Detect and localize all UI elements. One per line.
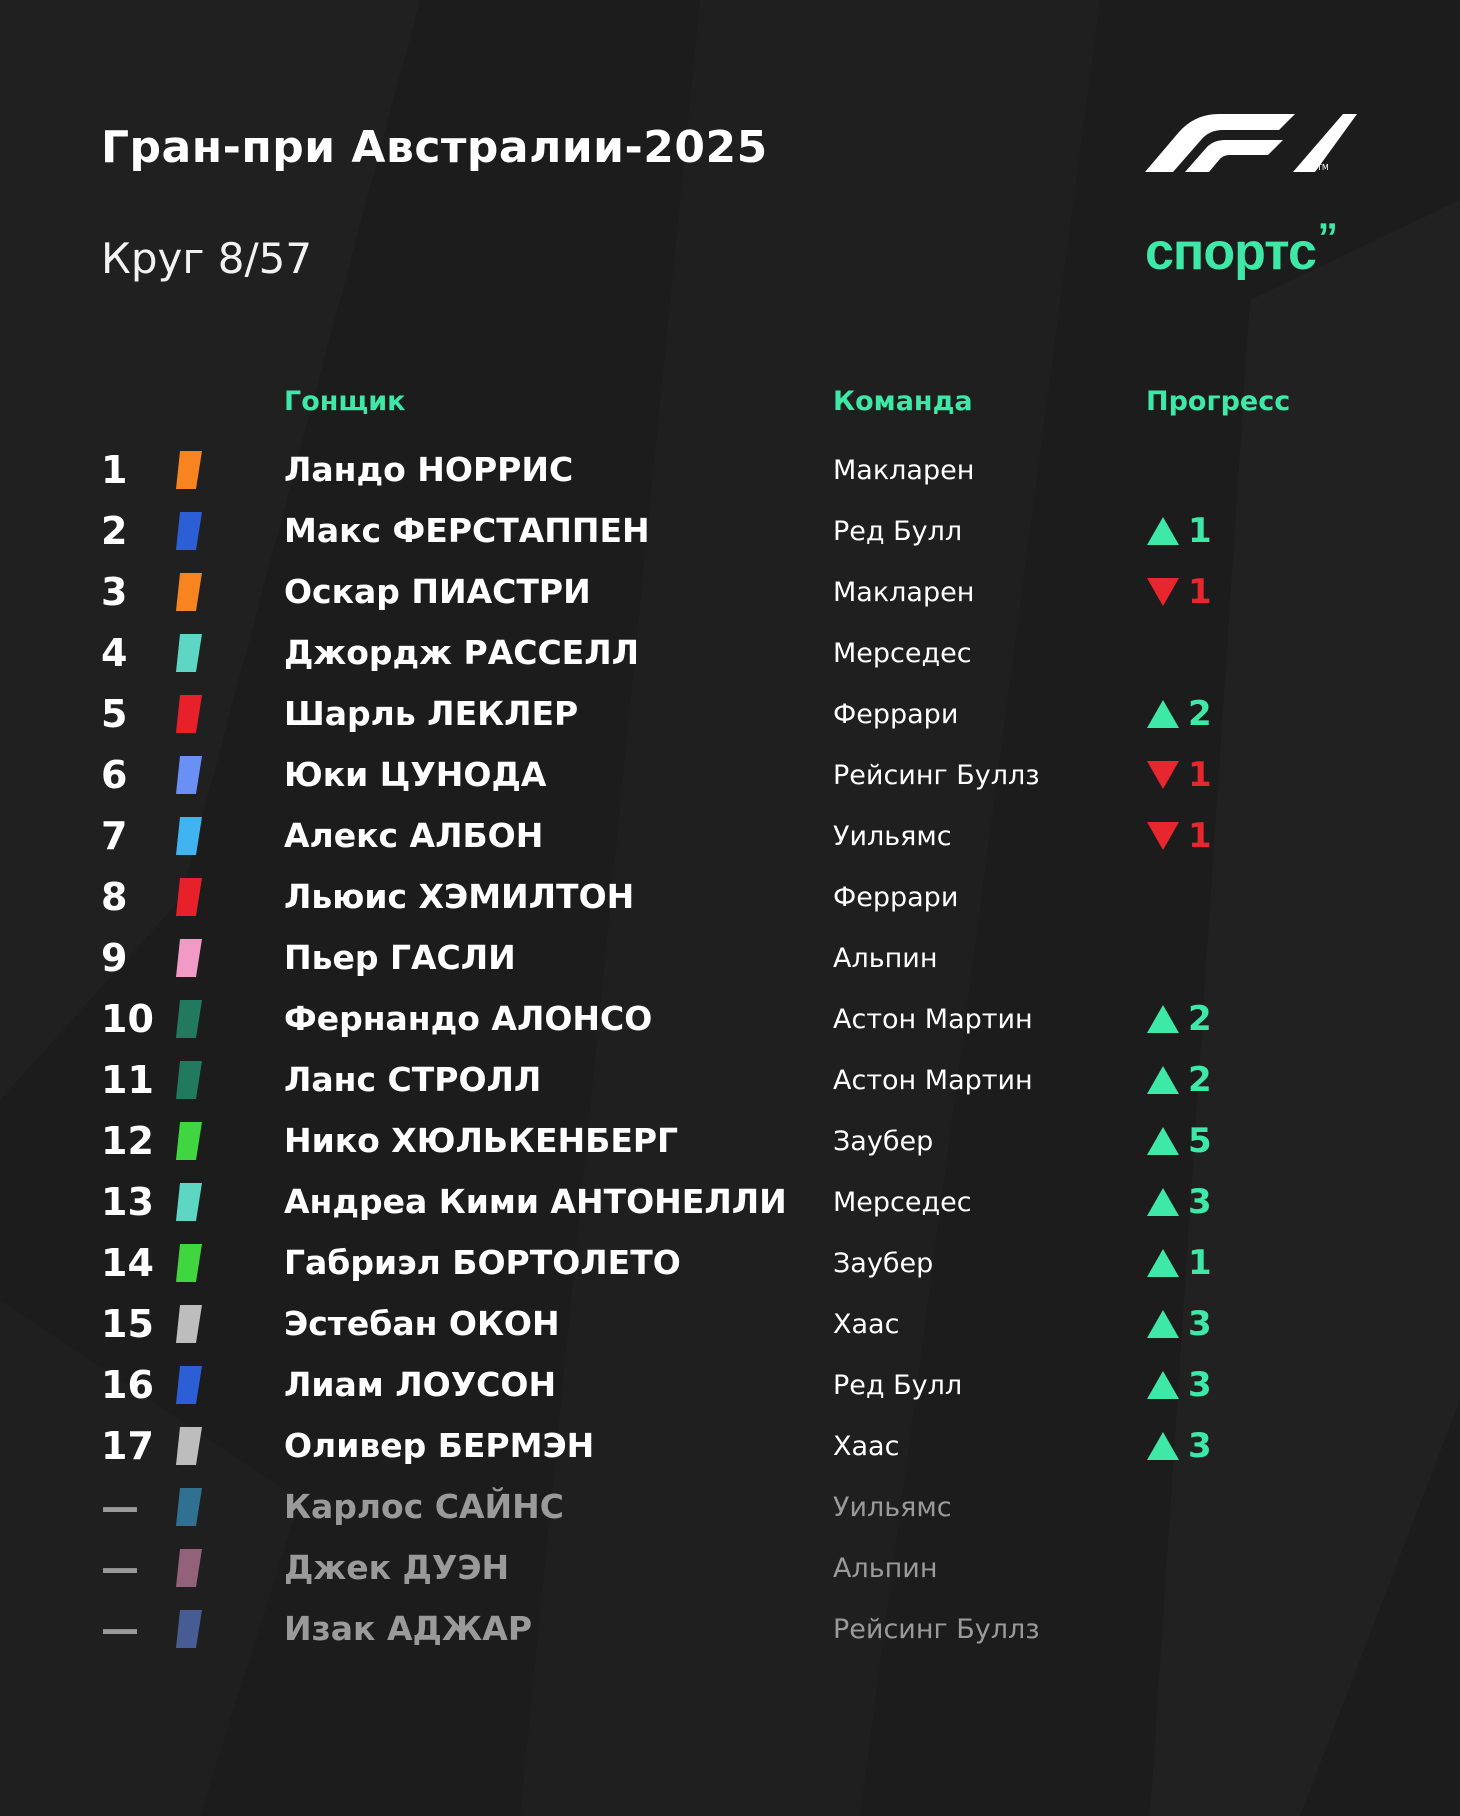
driver-name: Пьер ГАСЛИ (284, 938, 516, 977)
arrow-up-icon (1146, 516, 1180, 546)
arrow-up-icon (1146, 1309, 1180, 1339)
team-name: Уильямс (833, 821, 952, 852)
team-color-stripe (176, 1122, 202, 1160)
table-row (0, 1111, 1460, 1171)
lap-counter: Круг 8/57 (101, 234, 313, 283)
driver-name: Джордж РАССЕЛЛ (284, 633, 640, 672)
team-color-stripe (176, 1305, 202, 1343)
arrow-up-icon (1146, 1126, 1180, 1156)
position-number: — (101, 1546, 139, 1590)
table-row (0, 1355, 1460, 1415)
position-number: 6 (101, 753, 128, 797)
f1-logo (1145, 114, 1357, 172)
driver-name: Льюис ХЭМИЛТОН (284, 877, 635, 916)
position-change-value: 1 (1188, 572, 1212, 612)
position-number: — (101, 1607, 139, 1651)
table-row (0, 1538, 1460, 1598)
table-row (0, 562, 1460, 622)
table-row (0, 867, 1460, 927)
svg-text:TM: TM (1317, 163, 1329, 172)
position-change-value: 1 (1188, 816, 1212, 856)
position-number: 10 (101, 997, 154, 1041)
arrow-up-icon (1146, 1187, 1180, 1217)
team-color-stripe (176, 756, 202, 794)
table-row (0, 1233, 1460, 1293)
position-number: 13 (101, 1180, 154, 1224)
driver-name: Карлос САЙНС (284, 1487, 564, 1526)
position-change-value: 2 (1188, 1060, 1212, 1100)
table-row (0, 806, 1460, 866)
driver-name: Алекс АЛБОН (284, 816, 544, 855)
driver-name: Джек ДУЭН (284, 1548, 510, 1587)
arrow-down-icon (1146, 577, 1180, 607)
team-color-stripe (176, 512, 202, 550)
driver-name: Эстебан ОКОН (284, 1304, 560, 1343)
position-number: 14 (101, 1241, 154, 1285)
table-row (0, 1599, 1460, 1659)
driver-name: Оливер БЕРМЭН (284, 1426, 595, 1465)
position-change-value: 1 (1188, 511, 1212, 551)
arrow-up-icon (1146, 1370, 1180, 1400)
position-change-value: 3 (1188, 1365, 1212, 1405)
driver-name: Фернандо АЛОНСО (284, 999, 653, 1038)
sports-ru-logo (1145, 216, 1377, 282)
position-change (1146, 501, 1212, 561)
table-row (0, 1172, 1460, 1232)
team-name: Рейсинг Буллз (833, 760, 1040, 791)
team-name: Уильямс (833, 1492, 952, 1523)
team-name: Заубер (833, 1248, 934, 1279)
team-name: Макларен (833, 455, 975, 486)
position-number: — (101, 1485, 139, 1529)
team-color-stripe (176, 878, 202, 916)
table-row (0, 1477, 1460, 1537)
driver-name: Изак АДЖАР (284, 1609, 532, 1648)
team-name: Астон Мартин (833, 1004, 1033, 1035)
team-color-stripe (176, 1000, 202, 1038)
team-color-stripe (176, 1488, 202, 1526)
team-name: Заубер (833, 1126, 934, 1157)
team-color-stripe (176, 1244, 202, 1282)
arrow-up-icon (1146, 699, 1180, 729)
team-name: Альпин (833, 943, 938, 974)
team-name: Мерседес (833, 1187, 972, 1218)
table-row (0, 1294, 1460, 1354)
team-color-stripe (176, 1061, 202, 1099)
position-number: 7 (101, 814, 128, 858)
team-name: Мерседес (833, 638, 972, 669)
column-header-team: Команда (833, 386, 973, 417)
driver-name: Оскар ПИАСТРИ (284, 572, 591, 611)
column-header-progress: Прогресс (1146, 386, 1291, 417)
table-row (0, 989, 1460, 1049)
position-change (1146, 1416, 1212, 1476)
driver-name: Андреа Кими АНТОНЕЛЛИ (284, 1182, 787, 1221)
table-row (0, 684, 1460, 744)
team-color-stripe (176, 939, 202, 977)
position-number: 5 (101, 692, 128, 736)
team-color-stripe (176, 1549, 202, 1587)
position-change (1146, 1111, 1212, 1171)
team-color-stripe (176, 573, 202, 611)
team-name: Ред Булл (833, 516, 963, 547)
driver-name: Габриэл БОРТОЛЕТО (284, 1243, 681, 1282)
table-row (0, 1050, 1460, 1110)
position-change (1146, 1355, 1212, 1415)
team-name: Хаас (833, 1431, 900, 1462)
position-number: 15 (101, 1302, 154, 1346)
arrow-up-icon (1146, 1431, 1180, 1461)
position-number: 17 (101, 1424, 154, 1468)
team-name: Альпин (833, 1553, 938, 1584)
table-row (0, 928, 1460, 988)
team-color-stripe (176, 817, 202, 855)
position-number: 1 (101, 448, 128, 492)
team-name: Макларен (833, 577, 975, 608)
team-name: Феррари (833, 882, 959, 913)
team-color-stripe (176, 695, 202, 733)
sports-logo-mark: ’’ (1317, 216, 1337, 260)
arrow-down-icon (1146, 821, 1180, 851)
table-row (0, 501, 1460, 561)
position-change (1146, 806, 1212, 866)
table-row (0, 440, 1460, 500)
page-title: Гран-при Австралии-2025 (101, 122, 768, 173)
position-number: 2 (101, 509, 128, 553)
team-color-stripe (176, 451, 202, 489)
team-name: Феррари (833, 699, 959, 730)
driver-name: Ландо НОРРИС (284, 450, 574, 489)
team-color-stripe (176, 1610, 202, 1648)
arrow-up-icon (1146, 1004, 1180, 1034)
position-number: 3 (101, 570, 128, 614)
position-change-value: 2 (1188, 999, 1212, 1039)
team-color-stripe (176, 634, 202, 672)
position-number: 8 (101, 875, 128, 919)
position-change-value: 1 (1188, 755, 1212, 795)
position-change (1146, 745, 1212, 805)
position-change (1146, 684, 1212, 744)
driver-name: Юки ЦУНОДА (284, 755, 547, 794)
arrow-down-icon (1146, 760, 1180, 790)
position-change (1146, 1233, 1212, 1293)
team-color-stripe (176, 1183, 202, 1221)
arrow-up-icon (1146, 1065, 1180, 1095)
position-change-value: 3 (1188, 1304, 1212, 1344)
position-change-value: 5 (1188, 1121, 1212, 1161)
position-change-value: 1 (1188, 1243, 1212, 1283)
position-number: 9 (101, 936, 128, 980)
team-name: Хаас (833, 1309, 900, 1340)
position-change (1146, 562, 1212, 622)
position-change (1146, 1294, 1212, 1354)
position-change (1146, 1172, 1212, 1232)
arrow-up-icon (1146, 1248, 1180, 1278)
position-number: 4 (101, 631, 128, 675)
table-row (0, 745, 1460, 805)
driver-name: Шарль ЛЕКЛЕР (284, 694, 579, 733)
table-row (0, 1416, 1460, 1476)
position-number: 16 (101, 1363, 154, 1407)
driver-name: Макс ФЕРСТАППЕН (284, 511, 650, 550)
team-name: Ред Булл (833, 1370, 963, 1401)
driver-name: Нико ХЮЛЬКЕНБЕРГ (284, 1121, 679, 1160)
driver-name: Лиам ЛОУСОН (284, 1365, 557, 1404)
team-name: Рейсинг Буллз (833, 1614, 1040, 1645)
sports-logo-text: спортс (1145, 223, 1316, 281)
position-number: 12 (101, 1119, 154, 1163)
position-change (1146, 989, 1212, 1049)
position-change-value: 3 (1188, 1182, 1212, 1222)
team-color-stripe (176, 1366, 202, 1404)
table-row (0, 623, 1460, 683)
column-header-driver: Гонщик (284, 386, 406, 417)
driver-name: Ланс СТРОЛЛ (284, 1060, 542, 1099)
team-name: Астон Мартин (833, 1065, 1033, 1096)
position-change (1146, 1050, 1212, 1110)
position-change-value: 3 (1188, 1426, 1212, 1466)
position-number: 11 (101, 1058, 154, 1102)
team-color-stripe (176, 1427, 202, 1465)
position-change-value: 2 (1188, 694, 1212, 734)
